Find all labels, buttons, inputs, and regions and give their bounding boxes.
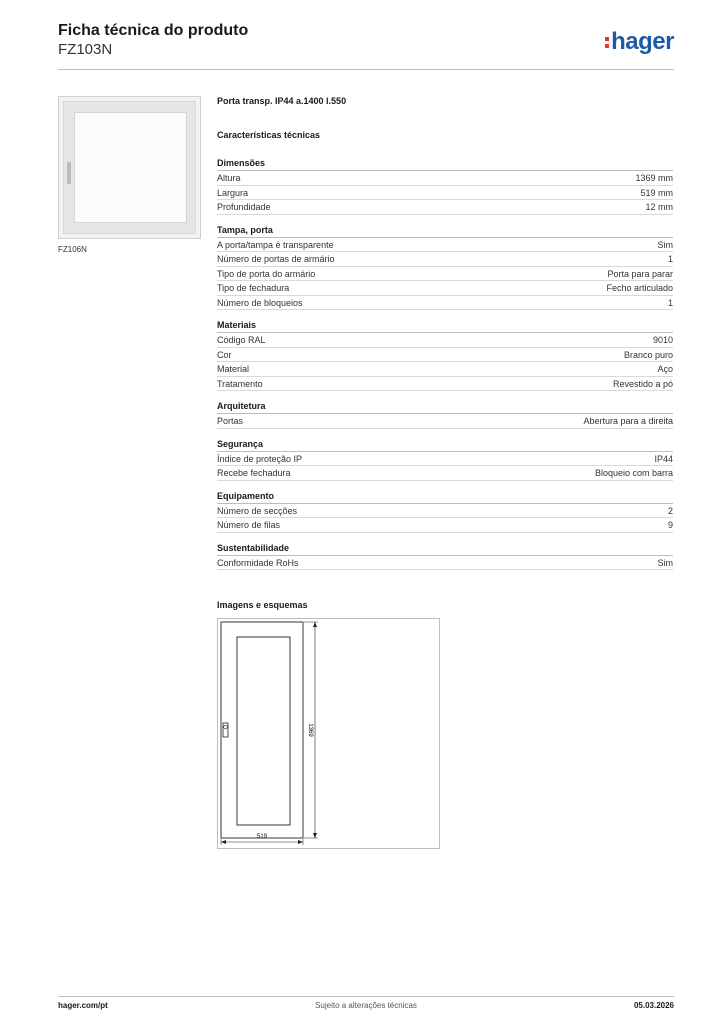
spec-row <box>217 414 673 429</box>
spec-row <box>217 186 673 201</box>
section-title: Sustentabilidade <box>217 541 673 556</box>
spec-section <box>217 489 673 533</box>
spec-label: Cor <box>217 349 232 360</box>
spec-row <box>217 281 673 296</box>
photo-caption: FZ106N <box>58 245 87 254</box>
footer-note: Sujeito a alterações técnicas <box>315 1001 417 1010</box>
product-code: FZ103N <box>58 41 113 58</box>
spec-sections <box>217 156 673 570</box>
section-title: Tampa, porta <box>217 223 673 238</box>
spec-value: Revestido a pó <box>612 378 673 389</box>
document-title: Ficha técnica do produto <box>58 22 249 39</box>
door-frame-image <box>63 101 196 234</box>
spec-row <box>217 267 673 282</box>
spec-row <box>217 333 673 348</box>
spec-section <box>217 156 673 215</box>
footer-date: 05.03.2026 <box>633 1001 674 1010</box>
spec-row <box>217 252 673 267</box>
spec-row <box>217 362 673 377</box>
width-label: 519 <box>256 834 268 840</box>
spec-value: Branco puro <box>623 349 673 360</box>
spec-row <box>217 466 673 481</box>
arrow-up-icon <box>313 622 317 627</box>
section-title: Equipamento <box>217 489 673 504</box>
spec-label: Tipo de fechadura <box>217 283 290 293</box>
door-outline <box>221 622 303 838</box>
page-footer <box>58 996 674 1012</box>
spec-label: Tratamento <box>217 378 263 389</box>
spec-section <box>217 541 673 571</box>
spec-value: Aço <box>657 364 673 374</box>
door-glass-image <box>74 112 187 223</box>
spec-value: 519 mm <box>640 187 673 198</box>
spec-label: Conformidade RoHs <box>217 557 299 568</box>
spec-row <box>217 348 673 363</box>
spec-section <box>217 399 673 429</box>
spec-value: Bloqueio com barra <box>594 468 673 478</box>
spec-row <box>217 452 673 467</box>
section-title: Segurança <box>217 437 673 452</box>
spec-label: A porta/tampa é transparente <box>217 239 334 250</box>
spec-label: Material <box>217 364 250 374</box>
spec-label: Número de filas <box>217 520 281 530</box>
arrow-down-icon <box>313 833 317 838</box>
footer-site: hager.com/pt <box>58 1001 108 1010</box>
arrow-left-icon <box>221 840 226 844</box>
page-header <box>58 20 674 70</box>
spec-value: Sim <box>657 557 673 568</box>
spec-row <box>217 296 673 311</box>
lock-knob-icon <box>224 725 228 729</box>
spec-value: Porta para parar <box>607 268 673 279</box>
section-title: Arquitetura <box>217 399 673 414</box>
spec-content <box>217 96 673 578</box>
spec-row <box>217 377 673 392</box>
spec-section <box>217 437 673 481</box>
spec-value: 1 <box>667 254 673 264</box>
spec-row <box>217 518 673 533</box>
section-title: Materiais <box>217 318 673 333</box>
characteristics-title: Características técnicas <box>217 130 321 140</box>
spec-label: Código RAL <box>217 335 266 345</box>
spec-value: 9 <box>667 520 673 530</box>
spec-label: Número de secções <box>217 505 298 516</box>
logo-text: hager <box>611 28 674 55</box>
spec-value: Fecho articulado <box>606 283 673 293</box>
spec-label: Recebe fechadura <box>217 468 291 478</box>
spec-label: Número de portas de armário <box>217 254 335 264</box>
spec-label: Tipo de porta do armário <box>217 268 316 279</box>
door-window <box>237 637 290 825</box>
logo-mark-icon <box>605 37 609 48</box>
spec-label: Altura <box>217 173 241 183</box>
spec-value: 2 <box>667 505 673 516</box>
spec-value: Abertura para a direita <box>583 416 673 426</box>
spec-label: Largura <box>217 187 249 198</box>
spec-value: IP44 <box>654 453 673 464</box>
spec-value: 1 <box>667 297 673 308</box>
spec-row <box>217 171 673 186</box>
spec-value: 1369 mm <box>635 173 673 183</box>
door-handle-icon <box>67 162 71 184</box>
product-photo <box>58 96 201 239</box>
spec-label: Profundidade <box>217 202 271 212</box>
spec-section <box>217 223 673 311</box>
spec-row <box>217 556 673 571</box>
spec-label: Portas <box>217 416 244 426</box>
door-schematic <box>218 619 441 850</box>
spec-section <box>217 318 673 391</box>
spec-row <box>217 504 673 519</box>
spec-value: 9010 <box>652 335 673 345</box>
spec-value: Sim <box>657 239 673 250</box>
images-title: Imagens e esquemas <box>217 600 308 610</box>
product-name: Porta transp. IP44 a.1400 l.550 <box>217 96 347 106</box>
spec-value: 12 mm <box>645 202 673 212</box>
spec-label: Número de bloqueios <box>217 297 303 308</box>
spec-row <box>217 238 673 253</box>
spec-label: Índice de proteção IP <box>217 453 303 464</box>
hager-logo <box>605 28 674 56</box>
arrow-right-icon <box>298 840 303 844</box>
section-title: Dimensões <box>217 156 673 171</box>
height-label: 1369 <box>307 723 313 737</box>
spec-row <box>217 200 673 215</box>
technical-drawing <box>217 618 440 849</box>
